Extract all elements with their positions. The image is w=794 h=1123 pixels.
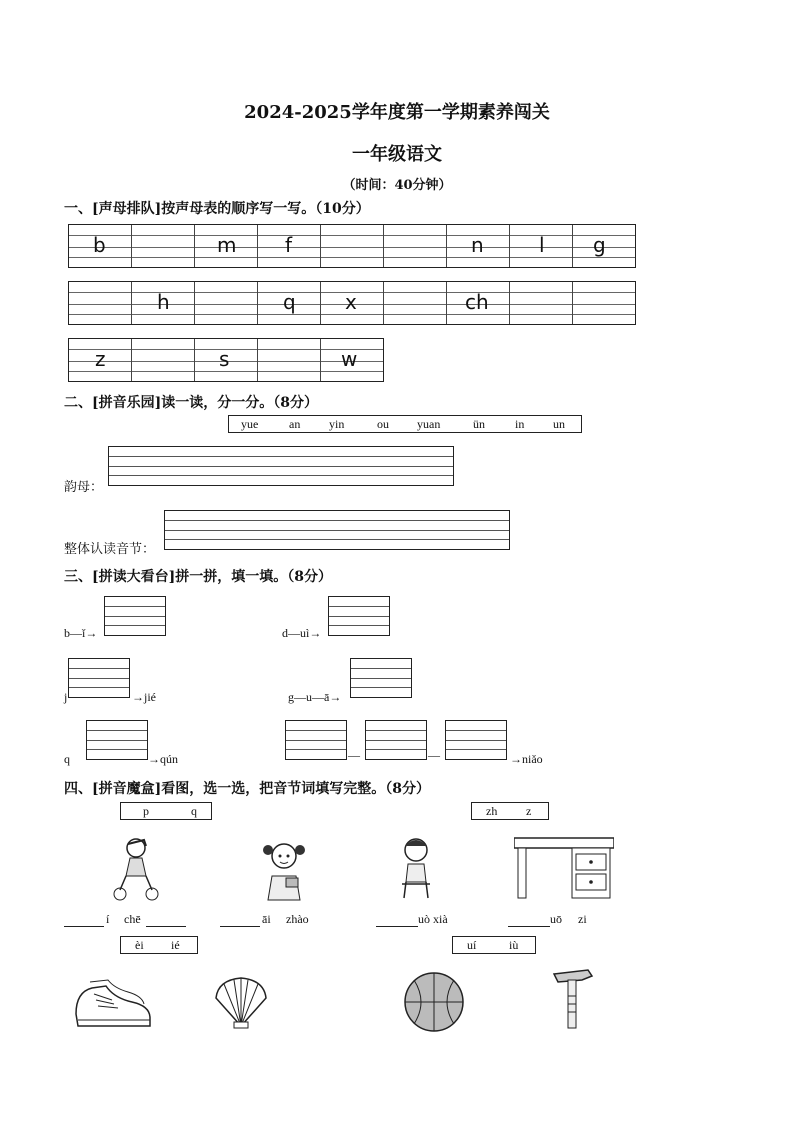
finals-answer-lines[interactable] [108,446,454,486]
choice: zh [486,804,498,818]
caption-part: zhào [286,912,309,926]
choice: q [191,804,197,818]
caption-part: í [106,912,110,926]
letter: ch [465,290,489,314]
choice: iù [509,938,519,952]
pinyin-row-3 [68,338,384,382]
answer-grid[interactable] [365,720,427,760]
choice-box [120,936,198,954]
caption-part: chē [124,912,141,926]
answer-grid[interactable] [285,720,347,760]
section4-heading: 四、[拼音魔盒]看图，选一选，把音节词填写完整。（8分） [64,781,430,797]
pinyin-prompt: q [64,752,70,766]
syllable: an [289,417,301,431]
pinyin-prompt: d—uì→ [282,626,322,640]
letter: x [345,290,357,314]
caption-part: zi [578,912,587,926]
choice-box [452,936,536,954]
pinyin-row-1 [68,224,636,268]
choice: ié [171,938,180,952]
choice-box [471,802,549,820]
syllable: in [515,417,525,431]
syllable: yue [241,417,259,431]
letter: g [593,233,606,257]
pinyin-row-2 [68,281,636,325]
caption-part: āi [262,912,271,926]
pinyin-prompt: b—ǐ→ [64,626,98,640]
choice: uí [467,938,477,952]
letter: w [341,347,358,371]
syllable: ün [473,417,485,431]
girl-photo-icon [256,836,312,904]
caption-part: uō [550,912,562,926]
section1-heading: 一、[声母排队]按声母表的顺序写一写。（10分） [64,201,370,217]
letter: s [219,347,230,371]
choice: z [526,804,532,818]
boy-sitting-icon [394,834,440,902]
syllable-box [228,415,582,433]
exam-time: （时间：40分钟） [342,178,452,193]
answer-grid[interactable] [104,596,166,636]
pinyin-prompt: j [64,690,68,704]
whole-syllable-label: 整体认读音节： [64,541,156,556]
pinyin-prompt: g—u—ā→ [288,690,342,704]
letter: f [285,233,293,257]
section2-heading: 二、[拼音乐园]读一读，分一分。（8分） [64,395,318,411]
choice-box [120,802,212,820]
hammer-icon [548,966,598,1032]
shoes-icon [72,974,154,1032]
letter: m [217,233,237,257]
answer-grid[interactable] [445,720,507,760]
pinyin-prompt: →qún [148,752,178,766]
choice: p [143,804,149,818]
syllable: yuan [417,417,441,431]
answer-grid[interactable] [328,596,390,636]
section3-heading: 三、[拼读大看台]拼一拼，填一填。（8分） [64,569,332,585]
page-subtitle: 一年级语文 [352,144,442,165]
child-riding-bike-icon [108,834,160,904]
syllable: ou [377,417,389,431]
letter: l [539,233,545,257]
caption-part: uò xià [418,912,448,926]
letter: b [93,233,106,257]
choice: èi [135,938,144,952]
letter: h [157,290,170,314]
dash: — [348,748,360,762]
basketball-icon [402,970,466,1034]
page-title: 2024-2025学年度第一学期素养闯关 [244,102,550,123]
pinyin-prompt: →niǎo [510,752,543,766]
desk-icon [514,834,614,900]
dash: — [428,748,440,762]
finals-label: 韵母： [64,479,104,494]
answer-grid[interactable] [86,720,148,760]
syllable: yin [329,417,345,431]
shell-icon [212,976,270,1030]
letter: z [95,347,106,371]
letter: q [283,290,296,314]
answer-grid[interactable] [68,658,130,698]
whole-syllable-answer-lines[interactable] [164,510,510,550]
letter: n [471,233,484,257]
syllable: un [553,417,565,431]
pinyin-prompt: →jié [132,690,156,704]
answer-grid[interactable] [350,658,412,698]
